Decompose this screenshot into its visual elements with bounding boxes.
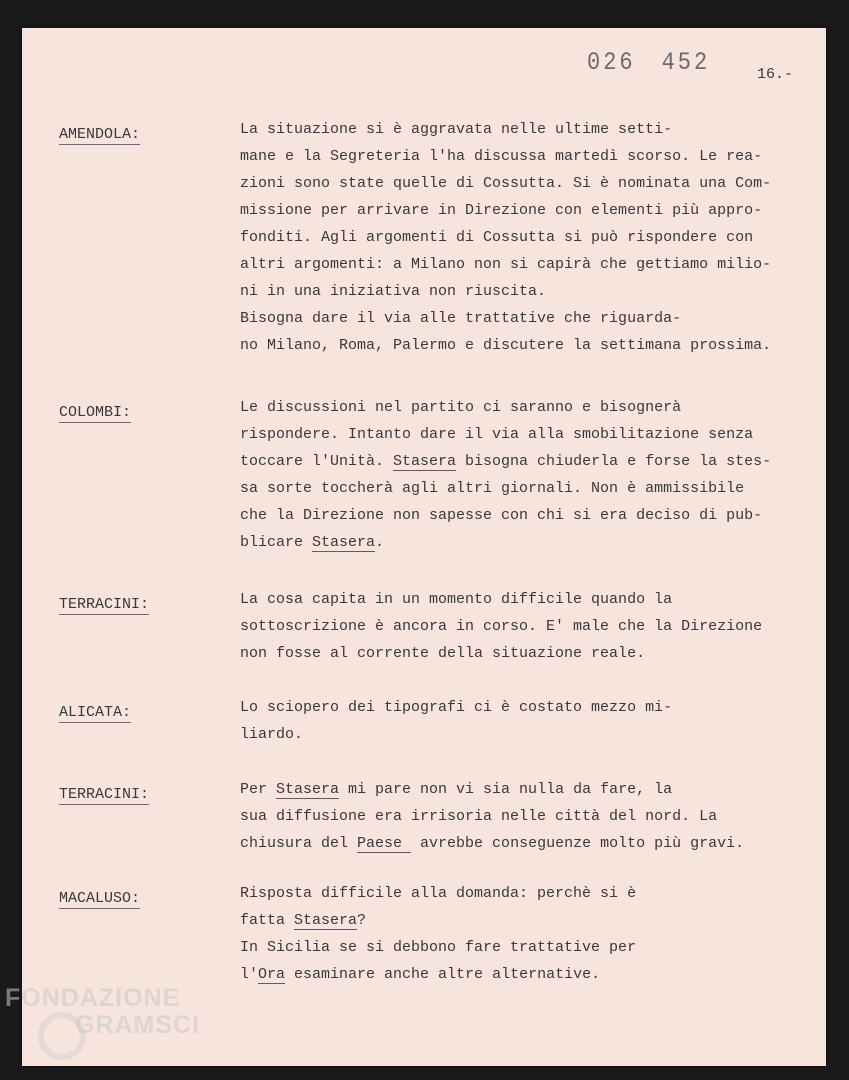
speech-paragraph: La cosa capita in un momento difficile quando la sottoscrizione è ancora in corso. E' male che la Direzione non fosse al corrente della situazione reale. <box>240 591 763 662</box>
watermark-line2: GRAMSCI <box>75 1011 201 1039</box>
speech-paragraph: Risposta difficile alla domanda: perchè si è fatta Stasera? <box>240 885 637 929</box>
speech-paragraph: Le discussioni nel partito ci saranno e bisognerà rispondere. Intanto dare il via alla smobilitazione senza toccare l'Unità. Stasera bisogna chiuderla e forse la stes- sa sorte toccherà agli altri giornali. Non è ammissibile che la Direzione non sapesse con chi si era deciso di pub- blicare Stasera. <box>240 399 772 551</box>
speaker-name: COLOMBI: <box>59 404 132 421</box>
watermark-line1: FONDAZIONE <box>5 984 181 1012</box>
speech-paragraph: In Sicilia se si debbono fare trattative per l'Ora esaminare anche altre alternative. <box>240 939 637 983</box>
speaker-name: MACALUSO: <box>59 890 141 907</box>
speaker-name: ALICATA: <box>59 704 132 721</box>
underlined-word: Stasera <box>276 781 340 798</box>
speech-paragraph: Lo sciopero dei tipografi ci è costato mezzo mi- liardo. <box>240 699 673 743</box>
speech-paragraph: Bisogna dare il via alle trattative che riguarda- no Milano, Roma, Palermo e discutere la settimana prossima. <box>240 310 772 354</box>
speaker-name: TERRACINI: <box>59 786 150 803</box>
speaker-name: TERRACINI: <box>59 596 150 613</box>
underlined-word: Paese <box>357 835 412 852</box>
speech-paragraph: Per Stasera mi pare non vi sia nulla da fare, la sua diffusione era irrisoria nelle città del nord. La chiusura del Paese avrebbe conseguenze molto più gravi. <box>240 781 745 852</box>
page-number: 16.- <box>757 66 794 83</box>
archive-number-part: 452 <box>661 48 711 77</box>
watermark-logo <box>5 986 200 1038</box>
speaker-name: AMENDOLA: <box>59 126 141 143</box>
underlined-word: Stasera <box>393 453 457 470</box>
watermark-g-icon <box>38 1012 86 1060</box>
archive-number-part: 026 <box>587 48 636 77</box>
underlined-word: Stasera <box>294 912 358 929</box>
speech-paragraph: La situazione si è aggravata nelle ultime setti- mane e la Segreteria l'ha discussa martedì scorso. Le rea- zioni sono state quelle di Cossutta. Si è nominata una Com- missione per arrivare in Direzione con elementi più appro- fonditi. Agli argomenti di Cossutta si può rispondere con altri argomenti: a Milano non si capirà che gettiamo milio- ni in una iniziativa non riuscita. <box>240 121 772 300</box>
archive-number <box>587 48 736 77</box>
document-page <box>22 28 826 1066</box>
underlined-word: Stasera <box>312 534 376 551</box>
underlined-word: Ora <box>258 966 286 983</box>
